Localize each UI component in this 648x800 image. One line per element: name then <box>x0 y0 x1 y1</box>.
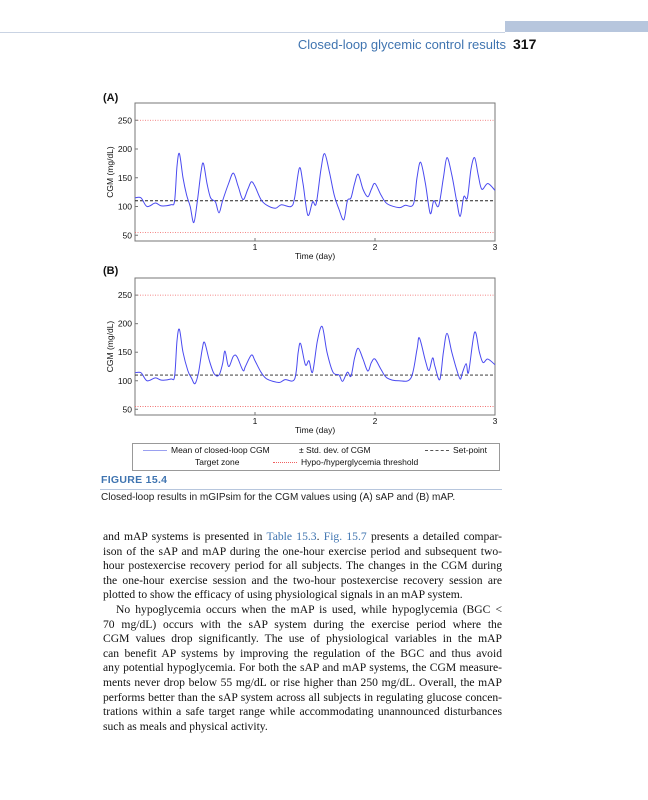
legend-text-mean: Mean of closed-loop CGM <box>171 445 270 455</box>
legend-item-threshold <box>273 457 418 467</box>
body-line: performs better than the sAP system across all subjects in regulating glucose concen- <box>103 690 502 704</box>
body-line: ison of the sAP and mAP during the one-hour exercise period and subsequent two- <box>103 544 502 558</box>
body-line: 70 mg/dL) occurs with the sAP system during the exercise period where the <box>103 617 502 631</box>
y-tick-label: 50 <box>122 404 132 415</box>
y-tick-label: 200 <box>117 318 132 329</box>
body-line: CGM values drop significantly. The use of physiological variables in the mAP <box>103 632 502 646</box>
body-line <box>103 530 502 545</box>
panel-label-b: (B) <box>103 265 119 277</box>
x-tick-label: 1 <box>252 416 258 426</box>
legend <box>132 443 500 471</box>
text-span: and mAP systems is presented in <box>103 530 267 543</box>
body-line: ments never drop below 55 mg/dL or rise higher than 250 mg/dL. Overall, the mAP <box>103 675 502 689</box>
legend-swatch-threshold <box>273 462 297 463</box>
table-link[interactable]: Table 15.3 <box>266 530 317 543</box>
panel-label-a: (A) <box>103 92 119 104</box>
y-tick-label: 100 <box>117 375 132 386</box>
x-tick-label: 2 <box>372 416 378 426</box>
body-line: can benefit AP systems by improving the regulation of the BGC and thus avoid <box>103 646 502 660</box>
plot-area <box>135 278 495 415</box>
legend-text-threshold: Hypo-/hyperglycemia threshold <box>301 457 419 467</box>
x-tick-label: 2 <box>372 242 378 252</box>
body-line: such as meals and physical activity. <box>103 719 268 733</box>
y-tick-label: 250 <box>117 290 132 301</box>
body-line: hour postexercise recovery period for all subjects. The changes in the CGM during <box>103 559 502 573</box>
body-line: the one-hour exercise session and the two-hour postexercise recovery session are <box>103 573 502 587</box>
y-tick-label: 200 <box>117 144 132 154</box>
body-text <box>103 530 502 734</box>
body-line: plotted to show the efficacy of using physiological signals in an mAP system. <box>103 588 463 602</box>
legend-swatch-setpoint <box>425 450 449 451</box>
y-tick-label: 250 <box>117 115 132 126</box>
page-number: 317 <box>513 36 537 52</box>
figure-link[interactable]: Fig. 15.7 <box>323 530 367 543</box>
legend-item-std: ± Std. dev. of CGM <box>299 445 371 455</box>
running-title: Closed-loop glycemic control results <box>297 37 506 52</box>
legend-text-setpoint: Set-point <box>453 445 488 455</box>
body-line: any potential hypoglycemia. For both the sAP and mAP systems, the CGM measure- <box>103 661 502 675</box>
figure-caption: Closed-loop results in mGIPsim for the CGM values using (A) sAP and (B) mAP. <box>101 492 456 503</box>
legend-swatch-mean <box>143 450 167 451</box>
legend-item-mean <box>143 445 270 455</box>
x-tick-label: 3 <box>492 416 498 426</box>
x-tick-label: 3 <box>492 242 498 252</box>
legend-item-setpoint <box>425 445 487 455</box>
figure-rule <box>100 489 502 490</box>
body-line: trations within a safe target range while accommodating unannounced disturbances <box>103 705 502 719</box>
y-tick-label: 150 <box>117 172 132 183</box>
x-axis-label: Time (day) <box>294 251 336 261</box>
y-tick-label: 50 <box>122 230 132 241</box>
text-span: presents a detailed compar- <box>366 530 502 543</box>
body-line: No hypoglycemia occurs when the mAP is used, while hypoglycemia (BGC < <box>116 602 502 616</box>
y-tick-label: 150 <box>117 347 132 358</box>
figure-label: FIGURE 15.4 <box>101 474 168 486</box>
y-axis-label: CGM (mg/dL) <box>105 146 115 198</box>
y-axis-label: CGM (mg/dL) <box>105 320 115 373</box>
x-tick-label: 1 <box>252 242 258 252</box>
legend-item-target: Target zone <box>195 457 240 467</box>
text-span: . <box>316 530 324 543</box>
y-tick-label: 100 <box>117 201 132 212</box>
x-axis-label: Time (day) <box>294 425 336 435</box>
